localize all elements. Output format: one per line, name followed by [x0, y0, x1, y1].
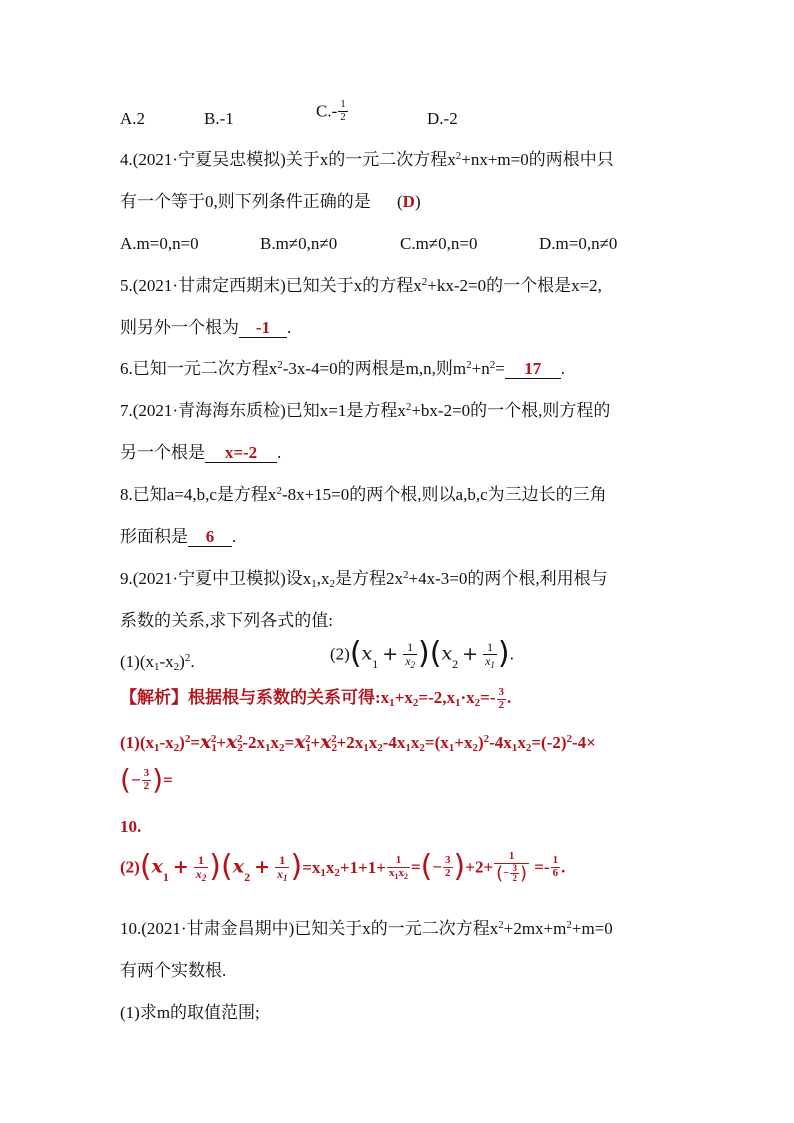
- q4-option-c: C.m≠0,n=0: [400, 234, 478, 253]
- q9-line-1: [120, 569, 608, 590]
- text: .: [190, 652, 195, 671]
- text: 形面积是: [120, 527, 188, 546]
- math-var: x: [441, 642, 453, 665]
- math-op: −: [130, 770, 141, 790]
- subscript: 1: [363, 742, 369, 754]
- text: +n: [471, 359, 490, 378]
- fraction-denominator: [275, 868, 290, 881]
- text: 另一个根是: [120, 443, 205, 462]
- subscript: 1: [490, 659, 495, 670]
- subscript: 2: [201, 872, 207, 883]
- superscript: 2: [405, 401, 412, 413]
- text: =-: [480, 687, 496, 707]
- text: ·x: [460, 687, 475, 707]
- q3-option-b: B.-1: [204, 109, 234, 128]
- q4-line-1: [120, 151, 614, 168]
- math-var: x: [200, 731, 212, 753]
- math-var: x: [361, 642, 373, 665]
- q8-line-2: [120, 528, 236, 547]
- text: ): [477, 733, 484, 752]
- text: x: [380, 687, 390, 707]
- fraction: [387, 855, 410, 879]
- text: .: [277, 443, 282, 462]
- text: -x: [159, 652, 174, 671]
- math-var: x: [151, 855, 163, 878]
- subscript: 2: [244, 870, 251, 885]
- text: -3x-4=0的两根是m,n,则m: [282, 359, 467, 378]
- fraction-denominator: 2: [340, 110, 346, 123]
- fraction: [551, 855, 561, 879]
- text: (2): [330, 644, 350, 664]
- text: 是方程2x: [334, 569, 403, 588]
- fraction-numerator: 1: [483, 641, 497, 655]
- fraction-numerator: 1: [403, 641, 417, 655]
- text: +kx-2=0的一个根是x=2,: [427, 276, 602, 295]
- fraction-denominator: [483, 655, 497, 668]
- text: -4x: [489, 733, 512, 752]
- superscript: 2: [276, 485, 282, 497]
- math-var: x: [226, 731, 238, 753]
- q3-option-a: A.2: [120, 109, 146, 128]
- fraction-denominator: (− $\frac{3}{2}$ ): [496, 862, 527, 884]
- text: +4x-3=0的两个根,利用根与: [408, 569, 608, 588]
- subscript: 1: [305, 742, 312, 754]
- fraction: [142, 768, 152, 792]
- q10-line-1: [120, 920, 613, 937]
- text: +bx-2=0的一个根,则方程的: [411, 401, 611, 420]
- text: (1)(x: [120, 733, 154, 752]
- text: -x: [159, 733, 174, 752]
- fraction: [275, 853, 290, 883]
- text: =: [284, 733, 295, 752]
- subscript: 2: [410, 659, 416, 670]
- subscript: 1: [389, 696, 395, 709]
- superscript: 2: [455, 150, 462, 162]
- subscript: 2: [173, 661, 180, 673]
- text: +2x: [336, 733, 364, 752]
- subscript: 1: [454, 696, 461, 709]
- subscript: 1: [282, 872, 288, 883]
- text: =: [190, 733, 201, 752]
- text: .: [507, 687, 512, 707]
- fraction: [443, 855, 453, 879]
- subscript: 1: [311, 578, 317, 590]
- subscript: 1: [265, 742, 271, 754]
- subscript: 2: [474, 696, 481, 709]
- subscript: 2: [173, 742, 180, 754]
- text: 7.(2021·青海海东质检)已知x=1是方程x: [120, 401, 406, 420]
- subscript: 2: [452, 656, 459, 671]
- text: +nx+m=0的两根中只: [461, 150, 614, 169]
- text: -4x: [382, 733, 406, 752]
- subscript: 2: [472, 742, 478, 754]
- q8-line-1: [120, 486, 607, 503]
- text: .: [509, 644, 514, 664]
- q3-option-c-fraction: [338, 99, 348, 123]
- fraction-numerator: 1: [552, 854, 559, 867]
- superscript: 2: [277, 359, 283, 371]
- text: 4.(2021·宁夏吴忠模拟)关于x的一元二次方程x: [120, 150, 456, 169]
- fraction-numerator: 3: [445, 854, 451, 867]
- text: x: [517, 733, 526, 752]
- q6-answer-blank: 17: [505, 360, 561, 379]
- text: =-: [529, 857, 550, 877]
- q6-line: [120, 360, 565, 379]
- subscript: 1: [511, 742, 518, 754]
- superscript: 2: [305, 733, 311, 745]
- fraction-numerator: 1: [387, 855, 410, 868]
- fraction: [403, 639, 417, 670]
- subscript: 2: [419, 742, 425, 754]
- text: +m=0: [571, 919, 613, 938]
- superscript: 2: [498, 919, 504, 931]
- text: ): [179, 652, 185, 671]
- text: (2): [120, 857, 140, 877]
- text: -4×: [571, 733, 596, 752]
- math-op: −: [432, 857, 443, 877]
- text: 则另外一个根为: [120, 318, 239, 337]
- superscript: 2: [566, 733, 572, 745]
- fraction: [494, 851, 529, 883]
- q4-option-d: D.m=0,n≠0: [539, 234, 618, 253]
- text: =(-2): [531, 733, 567, 752]
- solution-part-2: $(2)(x_1$ + $\frac{1}{x_2}$ )($x_2$ + $\frac{1}{x_1}$ )$=x_1x_2+1+1+$ $\frac{1}{x_1x_2}$ =(− $\frac{3}{2}$ )+2+ 1 (− $\frac{3}{2}$ ) =- $\frac{1}{6}$ .: [120, 849, 566, 885]
- superscript: 2: [566, 919, 572, 931]
- text: =-2,x: [418, 687, 455, 707]
- fraction-numerator: 1: [194, 854, 209, 868]
- fraction-numerator: 3: [143, 766, 150, 779]
- text: x: [368, 733, 378, 752]
- math-var: x: [405, 653, 411, 668]
- math-var: x: [294, 731, 306, 753]
- q3-option-c-prefix: C.-: [316, 101, 338, 121]
- text: x: [270, 733, 280, 752]
- superscript: 2: [331, 733, 337, 745]
- superscript: 2: [483, 733, 490, 745]
- q7-answer-blank: x=-2: [205, 444, 277, 463]
- q5-line-2: [120, 319, 291, 338]
- text: .: [560, 359, 566, 378]
- fraction: [497, 687, 507, 711]
- q4-answer: (D): [397, 192, 421, 211]
- math-var: x: [485, 653, 491, 668]
- text: 6.已知一元二次方程x: [120, 359, 278, 378]
- text: =: [410, 857, 421, 877]
- solution-part-1-line-1: $(1)(x_1-x_2)^2=x_1^2+x_2^2-2x_1x_2=x_1^2+x_2^2+2x_1x_2-4x_1x_2=(x_1+x_2)^2-4x_1x_2=(-2)^2-4\times$: [120, 731, 596, 754]
- math-op: +: [462, 642, 479, 665]
- superscript: 2: [421, 276, 428, 288]
- subscript: 1: [162, 870, 169, 885]
- text: .: [287, 318, 292, 337]
- solution-part-1-result: 10.: [120, 817, 142, 836]
- text: =: [495, 359, 505, 378]
- q9-line-2: 系数的关系,求下列各式的值:: [120, 611, 333, 630]
- fraction: [194, 853, 209, 883]
- q5-line-1: [120, 277, 602, 294]
- q4-option-b: B.m≠0,n≠0: [260, 234, 338, 253]
- q5-answer-blank: -1: [239, 319, 287, 338]
- text: +x: [394, 687, 413, 707]
- superscript: 2: [184, 652, 191, 664]
- superscript: 2: [402, 569, 409, 581]
- q7-line-1: [120, 402, 610, 419]
- subscript: 1: [372, 656, 379, 671]
- math-op: +: [254, 855, 270, 878]
- text: +2+: [465, 857, 494, 877]
- math-var: x: [195, 866, 202, 881]
- subscript: 2: [279, 742, 285, 754]
- subscript: 1: [153, 661, 160, 673]
- fraction-numerator: 1: [275, 854, 290, 868]
- text: (1)(x: [120, 652, 154, 671]
- subscript: 1: [448, 742, 455, 754]
- text: .: [232, 527, 237, 546]
- solution-part-1-line-2: (− $\frac{3}{2}$ )=: [120, 763, 173, 796]
- fraction-numerator: 3: [498, 686, 504, 698]
- math-op: +: [172, 855, 189, 878]
- fraction: [483, 639, 497, 670]
- math-op: +: [382, 642, 399, 665]
- fraction-denominator: 2: [498, 698, 504, 711]
- q8-answer-blank: 6: [188, 528, 232, 547]
- q4-option-a: A.m=0,n=0: [120, 234, 199, 253]
- q3-option-d: D.-2: [427, 109, 458, 128]
- subscript: 2: [329, 578, 335, 590]
- text: +2mx+m: [503, 919, 567, 938]
- solution-header: [120, 687, 511, 711]
- q10-line-3: (1)求m的取值范围;: [120, 1003, 260, 1022]
- text: .: [561, 857, 566, 877]
- text: ,x: [316, 569, 330, 588]
- fraction-numerator: 1: [340, 98, 346, 110]
- q10-line-2: 有两个实数根.: [120, 961, 227, 980]
- q9-part-1: [120, 652, 195, 673]
- fraction-denominator: $x_1x_2$: [388, 866, 408, 881]
- text: 10.(2021·甘肃金昌期中)已知关于x的一元二次方程x: [120, 919, 499, 938]
- superscript: 2: [184, 733, 191, 745]
- q4-line-2: [120, 193, 421, 210]
- text: ): [179, 733, 185, 752]
- subscript: 1: [211, 742, 217, 754]
- solution-label: 【解析】根据根与系数的关系可得:: [120, 687, 381, 707]
- fraction-numerator: 1: [494, 851, 529, 864]
- fraction-denominator: [194, 868, 209, 881]
- fraction-denominator: [403, 655, 417, 668]
- subscript: 1: [153, 742, 160, 754]
- text: 8.已知a=4,b,c是方程x: [120, 485, 277, 504]
- fraction-denominator: 6: [552, 866, 559, 879]
- text: -8x+15=0的两个根,则以a,b,c为三边长的三角: [281, 485, 607, 504]
- superscript: 2: [210, 733, 217, 745]
- superscript: 2: [489, 359, 496, 371]
- text: -2x: [242, 733, 266, 752]
- text: 有一个等于0,则下列条件正确的是: [120, 192, 371, 211]
- text: =: [163, 770, 173, 790]
- text: x: [410, 733, 420, 752]
- subscript: 2: [237, 742, 243, 754]
- q3-option-c: [316, 99, 349, 123]
- subscript: 1: [405, 742, 411, 754]
- fraction-denominator: 2: [143, 779, 150, 792]
- math-var: x: [232, 855, 245, 878]
- text: $=x_1x_2+1+1+$: [302, 857, 386, 879]
- subscript: 2: [331, 742, 338, 754]
- text: +x: [454, 733, 473, 752]
- q9-part-2: $(2)(x_1$ + $\frac{1}{x_2}$ )($x_2$ + $\frac{1}{x_1}$ ).: [330, 636, 514, 671]
- superscript: 2: [236, 733, 243, 745]
- subscript: 2: [412, 696, 419, 709]
- fraction-denominator: 2: [445, 866, 451, 879]
- subscript: 2: [525, 742, 532, 754]
- superscript: 2: [466, 359, 472, 371]
- text: 5.(2021·甘肃定西期末)已知关于x的方程x: [120, 276, 422, 295]
- subscript: 2: [377, 742, 383, 754]
- q7-line-2: [120, 444, 281, 463]
- text: =(x: [424, 733, 449, 752]
- math-var: x: [276, 866, 283, 881]
- math-var: x: [320, 731, 332, 753]
- text: 9.(2021·宁夏中卫模拟)设x: [120, 569, 312, 588]
